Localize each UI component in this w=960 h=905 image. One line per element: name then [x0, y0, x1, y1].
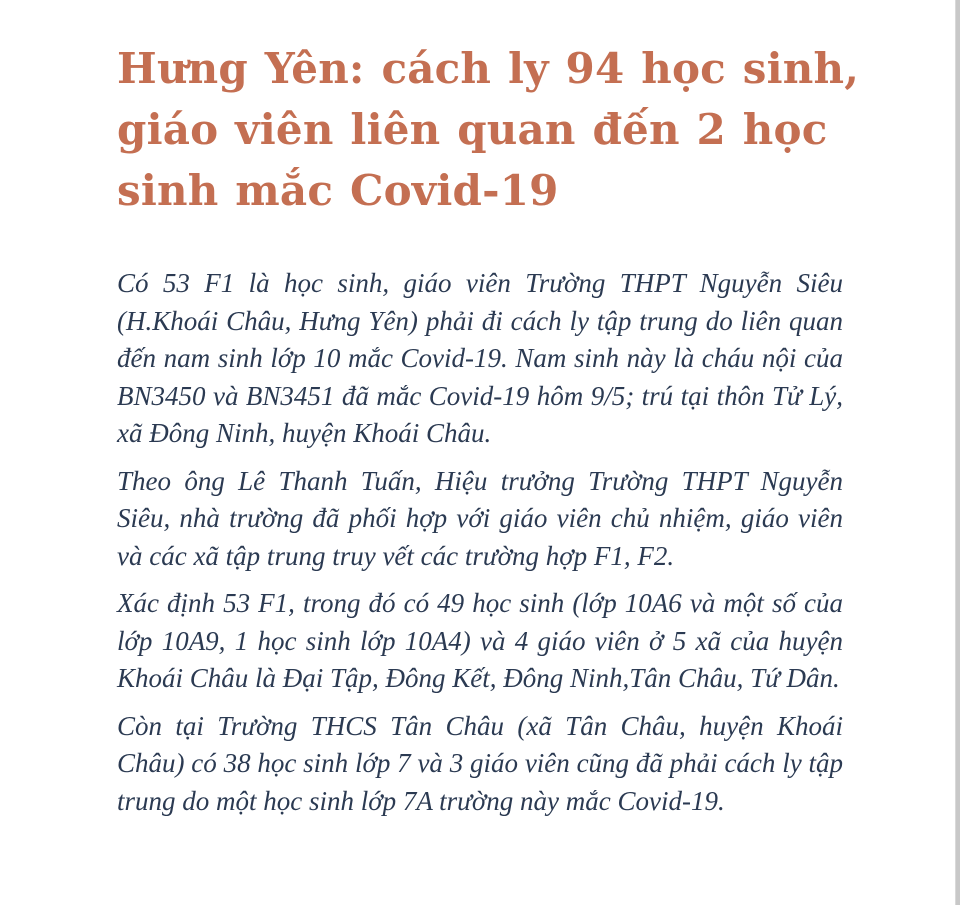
page-edge-gutter — [956, 0, 960, 905]
article-title: Hưng Yên: cách ly 94 học sinh, giáo viên liên quan đến 2 học sinh mắc Covid-19 — [117, 44, 860, 215]
article-paragraph-3: Xác định 53 F1, trong đó có 49 học sinh (lớp 10A6 và một số của lớp 10A9, 1 học sinh lớp 10A4) và 4 giáo viên ở 5 xã của huyện Khoái Châu là Đại Tập, Đông Kết, Đông Ninh,Tân Châu, Tứ Dân. — [117, 588, 843, 693]
article-paragraph-2: Theo ông Lê Thanh Tuấn, Hiệu trưởng Trường THPT Nguyễn Siêu, nhà trường đã phối hợp với giáo viên chủ nhiệm, giáo viên và các xã tập trung truy vết các trường hợp F1, F2. — [117, 465, 843, 571]
article-paragraph-4: Còn tại Trường THCS Tân Châu (xã Tân Châu, huyện Khoái Châu) có 38 học sinh lớp 7 và 3 giáo viên cũng đã phải cách ly tập trung do một học sinh lớp 7A trường này mắc Covid-19. — [117, 710, 843, 816]
article-paragraph-1: Có 53 F1 là học sinh, giáo viên Trường THPT Nguyễn Siêu (H.Khoái Châu, Hưng Yên) phải đi cách ly tập trung do liên quan đến nam sinh lớp 10 mắc Covid-19. Nam sinh này là cháu nội của BN3450 và BN3451 đã mắc Covid-19 hôm 9/5; trú tại thôn Tử Lý, xã Đông Ninh, huyện Khoái Châu. — [117, 268, 843, 448]
article-body — [117, 265, 843, 830]
